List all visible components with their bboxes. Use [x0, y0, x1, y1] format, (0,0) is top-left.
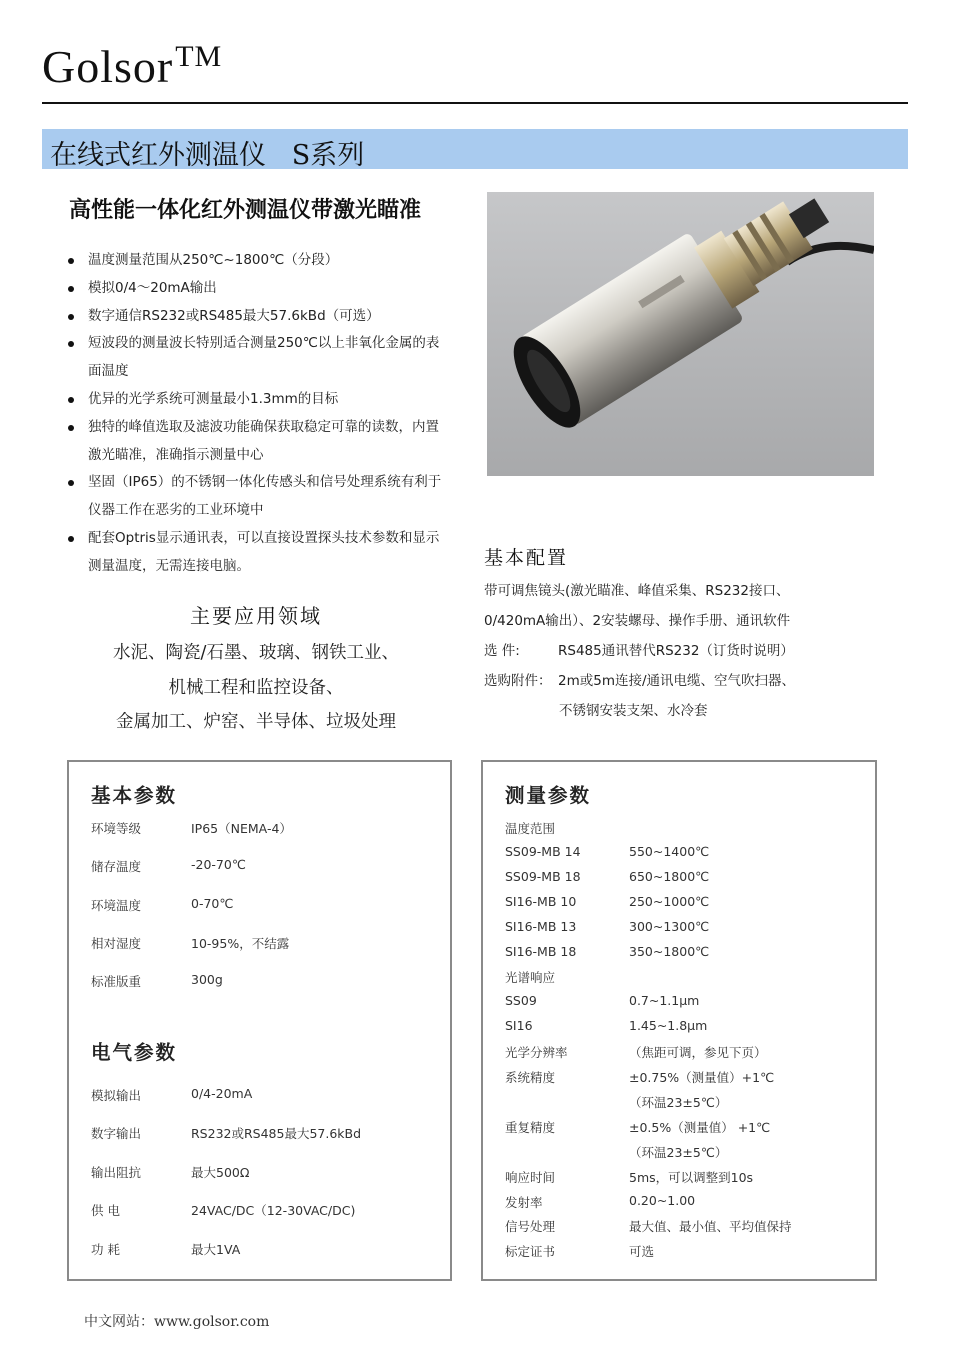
feature-item: 数字通信RS232或RS485最大57.6kBd（可选） — [68, 303, 448, 331]
param-label: SS09 — [505, 993, 537, 1009]
product-headline: 高性能一体化红外测温仪带激光瞄准 — [69, 198, 422, 223]
param-label: 系统精度 — [505, 1070, 556, 1085]
param-label: 标准版重 — [91, 974, 142, 989]
param-label: 温度范围 — [505, 821, 556, 836]
footer-label: 中文网站： — [84, 1314, 154, 1330]
param-label: 功 耗 — [91, 1242, 120, 1257]
param-value: ±0.5%（测量值） +1℃ — [629, 1119, 771, 1135]
accessory-label: 选购附件： — [484, 673, 552, 689]
feature-item: 模拟0/4～20mA输出 — [68, 275, 448, 303]
feature-item: 配套Optris显示通讯表，可以直接设置探头技术参数和显示测量温度，无需连接电脑。 — [68, 525, 448, 581]
param-label: 环境温度 — [91, 898, 142, 913]
param-label: 数字输出 — [91, 1126, 142, 1141]
param-label: SI16 — [505, 1018, 533, 1034]
measurement-params-title: 测量参数 — [505, 784, 592, 807]
param-value: 5ms，可以调整到10s — [629, 1169, 754, 1185]
param-label: 模拟输出 — [91, 1088, 142, 1103]
applications-line: 机械工程和监控设备、 — [168, 677, 344, 698]
param-value: 最大500Ω — [191, 1165, 250, 1180]
param-value: 0-70℃ — [191, 896, 234, 911]
param-value: 可选 — [629, 1244, 655, 1260]
param-label: 发射率 — [505, 1194, 543, 1210]
param-value: 550~1400℃ — [629, 843, 710, 859]
param-label: 光学分辨率 — [505, 1045, 568, 1061]
feature-item: 独特的峰值选取及滤波功能确保获取稳定可靠的读数，内置激光瞄准，准确指示测量中心 — [68, 414, 448, 470]
param-value: 650~1800℃ — [629, 868, 710, 884]
trademark: TM — [175, 40, 223, 73]
param-value: 最大值、最小值、平均值保持 — [629, 1219, 792, 1235]
feature-item: 优异的光学系统可测量最小1.3mm的目标 — [68, 386, 448, 414]
param-label: 响应时间 — [505, 1169, 556, 1185]
param-value: 24VAC/DC（12-30VAC/DC) — [191, 1203, 356, 1218]
configuration-list — [484, 576, 904, 726]
brand-logo — [42, 40, 222, 93]
param-label: 重复精度 — [505, 1119, 556, 1135]
param-label: SI16-MB 18 — [505, 943, 577, 959]
optional-label: 选 件: — [484, 643, 520, 659]
series-banner — [42, 129, 908, 169]
param-label: 输出阻抗 — [91, 1165, 142, 1180]
param-label: SI16-MB 13 — [505, 918, 577, 934]
param-value: （焦距可调，参见下页） — [629, 1045, 767, 1061]
electrical-params-title: 电气参数 — [91, 1041, 178, 1064]
param-value: 0.20~1.00 — [629, 1192, 696, 1208]
param-label: SS09-MB 14 — [505, 843, 581, 859]
configuration-line: 0/420mA输出）、2安装螺母、操作手册、通讯软件 — [484, 613, 791, 629]
param-value: 300g — [191, 972, 223, 987]
param-value: 250~1000℃ — [629, 893, 710, 909]
header-divider — [42, 102, 908, 104]
feature-item: 温度测量范围从250℃~1800℃（分段） — [68, 247, 448, 275]
measurement-params-box — [481, 760, 877, 1281]
param-label: SI16-MB 10 — [505, 893, 577, 909]
param-label: 标定证书 — [505, 1244, 556, 1260]
param-label: 供 电 — [91, 1203, 120, 1218]
accessory-row — [484, 666, 904, 696]
param-value: IP65（NEMA-4） — [191, 821, 292, 836]
param-value: 0.7~1.1μm — [629, 993, 700, 1009]
param-value: 300~1300℃ — [629, 918, 710, 934]
param-value: 1.45~1.8μm — [629, 1018, 708, 1034]
optional-row — [484, 636, 904, 666]
param-value: ±0.75%（测量值）+1℃ — [629, 1070, 775, 1085]
param-value: 0/4-20mA — [191, 1086, 253, 1101]
param-label: 环境等级 — [91, 821, 142, 836]
applications-line: 金属加工、炉窑、半导体、垃圾处理 — [116, 712, 396, 732]
param-label: SS09-MB 18 — [505, 868, 581, 884]
param-value: 10-95%，不结露 — [191, 936, 290, 951]
accessory-value: 2m或5m连接/通讯电缆、空气吹扫器、 — [558, 673, 796, 689]
param-label: 信号处理 — [505, 1219, 556, 1235]
param-value: RS232或RS485最大57.6kBd — [191, 1126, 362, 1141]
param-value: 最大1VA — [191, 1242, 241, 1257]
configuration-title: 基本配置 — [484, 547, 569, 569]
basic-electrical-params-box — [67, 760, 452, 1281]
footer-link[interactable]: www.golsor.com — [154, 1314, 270, 1330]
param-value: -20-70℃ — [191, 857, 246, 872]
brand-name: Golsor — [42, 41, 174, 92]
param-label: 相对湿度 — [91, 936, 142, 951]
applications-line: 水泥、陶瓷/石墨、玻璃、钢铁工业、 — [113, 643, 399, 663]
footer-website — [84, 1311, 269, 1331]
series-title: 在线式红外测温仪 S系列 — [50, 140, 365, 171]
accessory-value-continued: 不锈钢安装支架、水冷套 — [559, 703, 708, 719]
param-value: 350~1800℃ — [629, 943, 710, 959]
feature-item: 短波段的测量波长特别适合测量250℃以上非氧化金属的表面温度 — [68, 330, 448, 386]
optional-value: RS485通讯替代RS232（订货时说明） — [558, 643, 794, 659]
applications-title: 主要应用领域 — [190, 604, 322, 628]
infrared-sensor-photo-icon — [487, 192, 874, 476]
param-value: （环温23±5℃） — [629, 1144, 728, 1160]
param-label: 光谱响应 — [505, 970, 556, 986]
product-photo — [487, 192, 874, 476]
applications-list — [0, 636, 512, 740]
feature-list — [68, 247, 448, 581]
configuration-line: 带可调焦镜头(激光瞄准、峰值采集、RS232接口、 — [484, 583, 790, 599]
param-label: 储存温度 — [91, 859, 142, 874]
feature-item: 坚固（IP65）的不锈钢一体化传感头和信号处理系统有利于仪器工作在恶劣的工业环境中 — [68, 469, 448, 525]
basic-params-title: 基本参数 — [91, 784, 178, 807]
param-value: （环温23±5℃） — [629, 1094, 728, 1110]
